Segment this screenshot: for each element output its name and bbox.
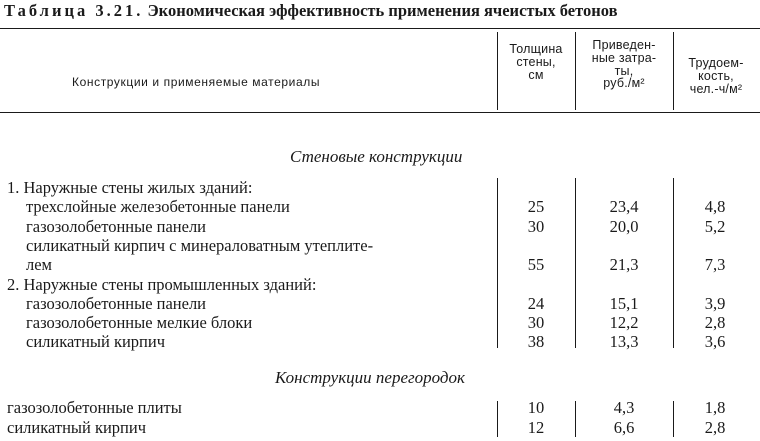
cell-thickness: 24 bbox=[527, 293, 545, 313]
cell-labor: 2,8 bbox=[704, 417, 726, 437]
section-title: Стеновые конструкции bbox=[290, 147, 463, 166]
header-materials: Конструкции и применяемые материалы bbox=[72, 75, 321, 89]
row-label: газозолобетонные мелкие блоки bbox=[26, 313, 253, 333]
cell-cost: 6,6 bbox=[613, 417, 635, 437]
row-label: лем bbox=[26, 255, 52, 275]
cell-labor: 5,2 bbox=[704, 216, 726, 236]
header-costs: Приведен- ные затра- ты, руб./м² bbox=[591, 38, 657, 91]
cell-thickness: 38 bbox=[527, 332, 545, 352]
cell-thickness: 30 bbox=[527, 313, 545, 333]
cell-labor: 3,9 bbox=[704, 293, 726, 313]
row-label: газозолобетонные плиты bbox=[7, 398, 182, 417]
table-title: Экономическая эффективность применения ячеистых бетонов bbox=[147, 1, 618, 20]
header-thickness: Толщина стены, см bbox=[509, 42, 563, 82]
cell-cost: 23,4 bbox=[609, 197, 639, 217]
cell-cost: 13,3 bbox=[609, 332, 639, 352]
header-bottom-rule bbox=[0, 112, 760, 113]
header-top-rule bbox=[0, 28, 760, 29]
row-label: силикатный кирпич bbox=[26, 332, 166, 352]
table-row bbox=[0, 236, 760, 256]
table-row bbox=[0, 197, 760, 217]
row-label: силикатный кирпич bbox=[7, 417, 147, 437]
cell-cost: 4,3 bbox=[613, 398, 635, 417]
row-label: газозолобетонные панели bbox=[26, 216, 207, 236]
cell-thickness: 55 bbox=[527, 255, 545, 275]
row-label: 2. Наружные стены промышленных зданий: bbox=[7, 274, 317, 294]
row-label: трехслойные железобетонные панели bbox=[26, 197, 290, 217]
cell-thickness: 30 bbox=[527, 216, 545, 236]
cell-labor: 1,8 bbox=[704, 398, 726, 417]
table-row bbox=[0, 255, 760, 275]
cell-cost: 20,0 bbox=[609, 216, 639, 236]
row-label: силикатный кирпич с минераловатным утеплите- bbox=[26, 235, 374, 255]
header-labor: Трудоем- кость, чел.-ч/м² bbox=[688, 56, 744, 96]
cell-labor: 3,6 bbox=[704, 332, 726, 352]
table-row bbox=[0, 313, 760, 333]
table-row bbox=[0, 398, 760, 418]
cell-labor: 2,8 bbox=[704, 313, 726, 333]
cell-cost: 15,1 bbox=[609, 293, 639, 313]
cell-thickness: 25 bbox=[527, 197, 545, 217]
cell-cost: 21,3 bbox=[609, 255, 639, 275]
table-row bbox=[0, 217, 760, 237]
cell-labor: 4,8 bbox=[704, 197, 726, 217]
table-row bbox=[0, 418, 760, 438]
cell-thickness: 12 bbox=[527, 417, 545, 437]
table-number: Таблица 3.21. bbox=[4, 1, 144, 20]
table-row bbox=[0, 178, 760, 198]
table-row bbox=[0, 275, 760, 295]
section-title: Конструкции перегородок bbox=[275, 368, 465, 387]
table-row bbox=[0, 294, 760, 314]
cell-cost: 12,2 bbox=[609, 313, 639, 333]
row-label: 1. Наружные стены жилых зданий: bbox=[7, 178, 253, 197]
table-row bbox=[0, 332, 760, 352]
cell-thickness: 10 bbox=[527, 398, 545, 417]
row-label: газозолобетонные панели bbox=[26, 293, 207, 313]
table-caption bbox=[4, 1, 618, 21]
cell-labor: 7,3 bbox=[704, 255, 726, 275]
